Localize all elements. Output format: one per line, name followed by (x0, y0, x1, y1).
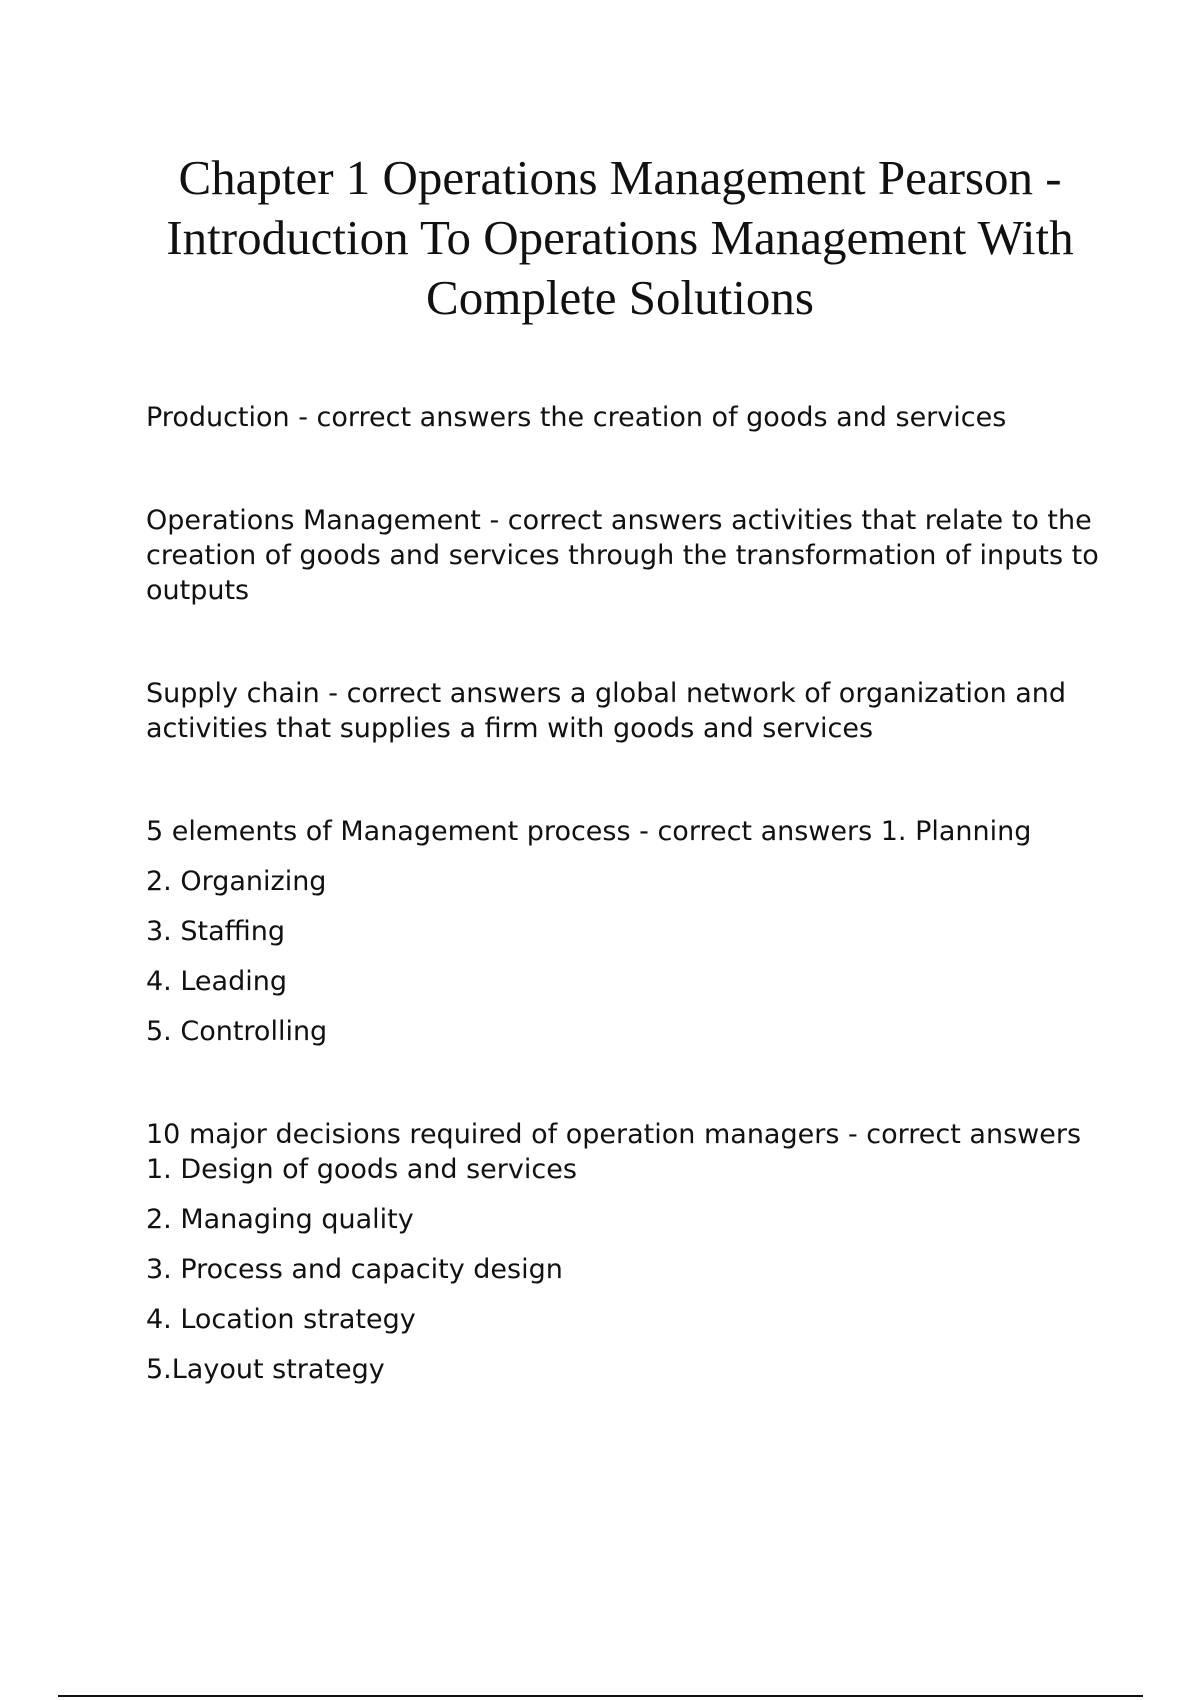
entry-production (146, 400, 1106, 435)
list-item: 2. Organizing (146, 866, 327, 897)
list-item: 3. Staffing (146, 916, 285, 947)
list-item: 5. Controlling (146, 1016, 328, 1047)
entry-management-process (146, 814, 1106, 1049)
list-item: 4. Location strategy (146, 1304, 416, 1335)
entry-major-decisions (146, 1117, 1106, 1387)
entry-lead: Operations Management - correct answers activities that relate to the creation of goods and services through the transformation of inputs to outputs (146, 505, 1099, 606)
list-item: 3. Process and capacity design (146, 1254, 563, 1285)
footer-divider (58, 1695, 1143, 1697)
entry-operations-management (146, 503, 1106, 608)
entry-lead: 10 major decisions required of operation managers - correct answers 1. Design of goods and services (146, 1119, 1082, 1185)
entry-lead: Supply chain - correct answers a global network of organization and activities that supplies a firm with goods and services (146, 678, 1067, 744)
entry-supply-chain (146, 676, 1106, 746)
document-title: Chapter 1 Operations Management Pearson - Introduction To Operations Management With Complete Solutions (166, 150, 1074, 325)
entry-lead: 5 elements of Management process - correct answers 1. Planning (146, 816, 1032, 847)
entry-lead: Production - correct answers the creation of goods and services (146, 402, 1007, 433)
list-item: 2. Managing quality (146, 1204, 414, 1235)
document-body (146, 400, 1106, 1455)
list-item: 5.Layout strategy (146, 1354, 385, 1385)
list-item: 4. Leading (146, 966, 287, 997)
